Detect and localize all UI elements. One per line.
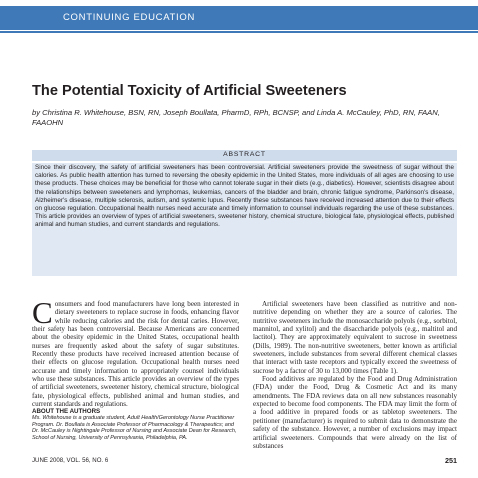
body-column-left bbox=[32, 295, 239, 409]
abstract-heading: ABSTRACT bbox=[223, 151, 266, 158]
drop-cap: C bbox=[32, 295, 53, 330]
abstract-text: Since their discovery, the safety of artificial sweeteners has been controversial. Artificial sweeteners provide the sweetness of sugar without the calories. As public health attention has turned to reversing the obesity epidemic in the United States, more individuals of all ages are choosing to use these products. These choices may be beneficial for those who cannot tolerate sugar in their diets (e.g., diabetics). However, scientists disagree about the relationships between sweeteners and lymphomas, leukemias, cancers of the bladder and brain, chronic fatigue syndrome, Parkinson's disease, Alzheimer's disease, multiple sclerosis, autism, and systemic lupus. Recently these substances have received increased attention due to their effects on glucose regulation. Occupational health nurses need accurate and timely information to counsel individuals regarding the use of these substances. This article provides an overview of types of artificial sweeteners, sweetener history, chemical structure, biological fate, physiological effects, published animal and human studies, and current standards and regulations. bbox=[35, 164, 454, 229]
body-paragraph: Artificial sweeteners have been classified as nutritive and non-nutritive depending on whether they are a source of calories. The nutritive sweeteners include the monosaccharide polyols (e.g., sorbitol, mannitol, and xylitol) and the disaccharide polyols (e.g., maltitol and lactitol). They are approximately equivalent to sucrose in sweetness (Dills, 1989). The non-nutritive sweeteners, better known as artificial sweeteners, include substances from several different chemical classes that interact with taste receptors and typically exceed the sweetness of sucrose by a factor of 30 to 13,000 times (Table 1). bbox=[253, 300, 457, 375]
intro-paragraph: onsumers and food manufacturers have long been interested in dietary sweeteners to replace sucrose in foods, enhancing flavor while reducing calories and the risk for dental caries. However, their safety has been controversial. Because Americans are concerned about the obesity epidemic in the United States, occupational health nurses are frequently asked about the safety of sugar substitutes. Recently these products have received increased attention because of their effects on glucose regulation. Occupational health nurses need accurate and timely information to appropriately counsel individuals who use these substances. This article provides an overview of the types of artificial sweeteners, sweetener history, chemical structure, biological fate, physiological effects, published animal and human studies, and current standards and regulations. bbox=[32, 300, 239, 409]
journal-issue: JUNE 2008, VOL. 56, NO. 6 bbox=[32, 457, 109, 464]
about-authors-text: Ms. Whitehouse is a graduate student, Adult Health/Gerontology Nurse Practitioner Program. Dr. Boullata is Associate Professor of Pharmacology & Therapeutics; and Dr. McCauley is Nightingale Professor of Nursing and Associate Dean for Research, School of Nursing, University of Pennsylvania, Philadelphia, PA. bbox=[32, 415, 237, 441]
body-paragraph: Food additives are regulated by the Food and Drug Administration (FDA) under the Food, Drug & Cosmetic Act and its many amendments. The FDA reviews data on all new substances reasonably expected to become food components. The FDA may limit the form of a food additive in prepared foods or as tabletop sweeteners. The petitioner (manufacturer) is required to submit data to demonstrate the safety of the substance. However, a number of exclusions may impact artificial sweeteners. Compounds that were already on the list of substances bbox=[253, 375, 457, 450]
about-authors-heading: ABOUT THE AUTHORS bbox=[32, 408, 101, 415]
page-number: 251 bbox=[445, 456, 457, 465]
banner-stripe bbox=[0, 31, 478, 33]
abstract-heading-bar bbox=[32, 150, 457, 161]
section-banner bbox=[0, 6, 478, 36]
article-authors: by Christina R. Whitehouse, BSN, RN, Joseph Boullata, PharmD, RPh, BCNSP, and Linda A. McCauley, PhD, RN, FAAN, FAAOHN bbox=[32, 108, 440, 128]
section-label: CONTINUING EDUCATION bbox=[63, 12, 196, 23]
body-column-right bbox=[253, 300, 457, 450]
article-title: The Potential Toxicity of Artificial Sweeteners bbox=[32, 83, 347, 99]
abstract-box bbox=[32, 163, 457, 276]
